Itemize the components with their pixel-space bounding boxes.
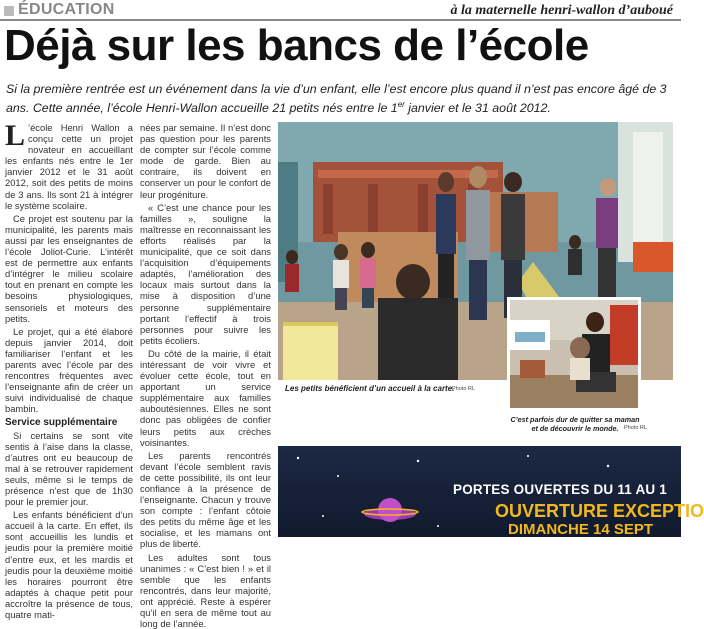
article-lead: [6, 82, 674, 116]
photo-caption: Les petits bénéficient d’un accueil à la carte.: [285, 384, 455, 393]
inset-photo-credit: Photo RL: [624, 425, 647, 431]
paragraph: nées par semaine. Il n’est donc pas question pour les parents de compter sur l’école comme mode de garde. Bien au contraire, ils doivent en conserver un pour le confort de leur progéniture.: [140, 122, 271, 200]
ad-exceptional-opening-text: OUVERTURE EXCEPTIO: [495, 501, 704, 521]
paragraph: Ce projet est soutenu par la municipalité, les parents mais aussi par les enseignantes de l’école Joliot-Curie. L’intérêt est de permettre aux enfants d’intégrer le milieu scolaire tout en prenant en compte les besoins physiologiques, sensoriels et moteurs des petits.: [5, 212, 133, 324]
location-kicker: à la maternelle henri-wallon d’auboué: [450, 3, 673, 18]
ad-sunday-date-text: DIMANCHE 14 SEPT: [508, 521, 654, 538]
inset-photo-illustration: [510, 300, 638, 408]
paragraph: Si certains se sont vite sentis à l’aise dans la classe, d’autres ont eu beaucoup de mal à se retrouver rapidement seuls, même si le temps de présence n’est que de 1h30 pour le premier jour.: [5, 429, 133, 508]
inset-photo-caption: C’est parfois dur de quitter sa maman et de découvrir le monde.: [510, 415, 640, 433]
paragraph: Les parents rencontrés devant l’école semblent ravis de cette possibilité, ils ont leur confiance à la présence de l’enseignante. Chacun y trouve son compte : l’enfant côtoie des petits du même âge et les socialise, et les mamans ont plus de liberté.: [140, 449, 271, 550]
advertisement-banner[interactable]: [278, 446, 704, 538]
article-column-1: [5, 119, 133, 621]
ad-open-days-text: PORTES OUVERTES DU 11 AU 1: [453, 482, 668, 497]
article-column-2: [140, 122, 271, 629]
lead-part1: Si la première rentrée est un événement dans la vie d’un enfant, elle l’est encore plus quand il n’est pas encore âgé de 3 ans. Cette année, l’école Henri-Wallon accueille 21 petits nés entre le 1: [6, 82, 667, 116]
paragraph-text: ’école Henri Wallon a conçu cette un projet novateur en accueillant les enfants nés entre le 1er janvier 2012 et le 31 août 2012, soit des petits de moins de 3 ans. Ils sont 21 à intégrer le système scolaire.: [5, 122, 133, 211]
rubric-marker: [4, 6, 14, 16]
lead-part2: janvier et le 31 août 2012.: [404, 101, 551, 116]
paragraph: Le projet, qui a été élaboré depuis janvier 2014, doit familiariser l’enfant et les parents avec l’école par des rencontres fréquentes avec l’enseignante afin de créer un suivi individualisé de chaque bambin.: [5, 325, 133, 415]
section-rubric: ÉDUCATION: [18, 1, 115, 18]
paragraph: Du côté de la mairie, il était intéressant de voir vivre et évoluer cette école, tout en apportant un service supplémentaire aux familles auboutésiennes. Elles ne sont donc pas obligées de confier leurs petits aux crèches voisinantes.: [140, 347, 271, 448]
inset-photo: [510, 300, 638, 408]
drop-cap: L: [5, 119, 26, 152]
lead-superscript: er: [397, 100, 405, 109]
paragraph: Les enfants bénéficient d’un accueil à la carte. En effet, ils sont accueillis les lundis et jeudis pour la première moitié d’entre eux, et les mardis et jeudis pour la deuxième moitié les horaires pourront être adaptés à chaque petit pour accroître la présence de tous, quatre mati-: [5, 509, 133, 621]
paragraph: Les adultes sont tous unanimes : « C’est bien ! » et il semble que les enfants rencontrés, dans leur majorité, ont apprécié. Reste à espérer qu’il en sera de même tout au long de l’année.: [140, 551, 271, 629]
photo-credit: Photo RL: [452, 386, 475, 392]
paragraph: « C’est une chance pour les familles », souligne la maîtresse en reconnaissant les efforts réalisés par la municipalité, que ce soit dans l’acquisition d’équipements adaptés, l’amélioration des locaux mais surtout dans la mise à disposition d’une personne supplémentaire portant l’effectif à trois personnes pour suivre les petits écoliers.: [140, 201, 271, 346]
article-headline: Déjà sur les bancs de l’école: [4, 21, 589, 70]
subheading: Service supplémentaire: [5, 417, 118, 429]
paragraph: [5, 119, 133, 211]
